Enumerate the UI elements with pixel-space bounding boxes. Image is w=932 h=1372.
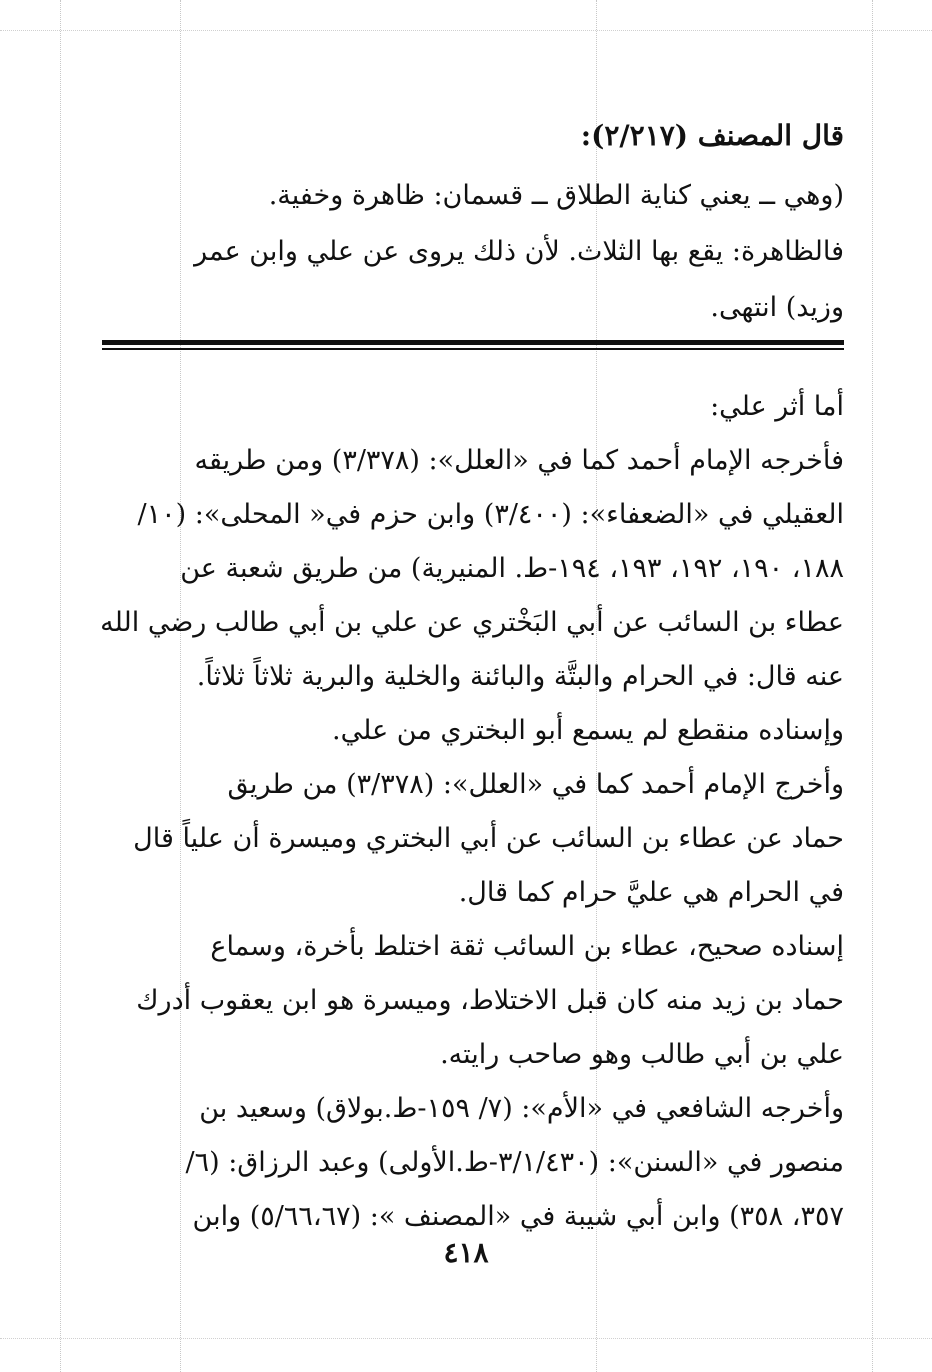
body-line: منصور في «السنن»: (٣/١/٤٣٠-ط.الأولى) وعبد الرزاق: (٦/ (185, 1147, 844, 1178)
commentary-body (102, 380, 844, 1244)
body-line: حماد بن زيد منه كان قبل الاختلاط، وميسرة هو ابن يعقوب أدرك (136, 985, 844, 1016)
section-heading: قال المصنف (٢/٢١٧): (580, 119, 844, 152)
body-line: علي بن أبي طالب وهو صاحب رايته. (440, 1039, 844, 1070)
body-line: العقيلي في «الضعفاء»: (٣/٤٠٠) وابن حزم في« المحلى»: (١٠/ (137, 499, 844, 530)
page-number: ٤١٨ (443, 1236, 489, 1269)
body-line: فأخرجه الإمام أحمد كما في «العلل»: (٣/٣٧٨) ومن طريقه (194, 445, 844, 476)
scan-guide-line (60, 0, 61, 1372)
body-line: حماد عن عطاء بن السائب عن أبي البختري وميسرة أن علياً قال (133, 823, 844, 854)
body-line: إسناده صحيح، عطاء بن السائب ثقة اختلط بأخرة، وسماع (210, 931, 844, 962)
body-line: وأخرجه الشافعي في «الأم»: (٧/ ١٥٩-ط.بولاق) وسعيد بن (199, 1093, 844, 1124)
section-divider (102, 340, 844, 352)
body-line: في الحرام هي عليَّ حرام كما قال. (458, 877, 844, 908)
body-line: أما أثر علي: (710, 391, 844, 422)
quoted-passage (102, 168, 844, 336)
body-line: ١٨٨، ١٩٠، ١٩٢، ١٩٣، ١٩٤-ط. المنيرية) من طريق شعبة عن (180, 553, 844, 584)
quote-line: (وهي ــ يعني كناية الطلاق ــ قسمان: ظاهرة وخفية. (268, 180, 844, 211)
scan-guide-line (0, 30, 932, 31)
scan-guide-line (872, 0, 873, 1372)
divider-thin-rule (102, 348, 844, 350)
body-line: وإسناده منقطع لم يسمع أبو البختري من علي. (332, 715, 844, 746)
body-line: ٣٥٧، ٣٥٨) وابن أبي شيبة في «المصنف »: (٥/٦٦،٦٧) وابن (192, 1201, 844, 1232)
quote-line: وزيد) انتهى. (710, 292, 844, 323)
body-line: عطاء بن السائب عن أبي البَخْتري عن علي بن أبي طالب رضي الله (100, 607, 844, 638)
body-line: وأخرج الإمام أحمد كما في «العلل»: (٣/٣٧٨) من طريق (227, 769, 844, 800)
quote-line: فالظاهرة: يقع بها الثلاث. لأن ذلك يروى عن علي وابن عمر (194, 236, 844, 267)
divider-thick-rule (102, 340, 844, 345)
scan-guide-line (0, 1338, 932, 1339)
body-line: عنه قال: في الحرام والبتَّة والبائنة والخلية والبرية ثلاثاً ثلاثاً. (196, 661, 844, 692)
